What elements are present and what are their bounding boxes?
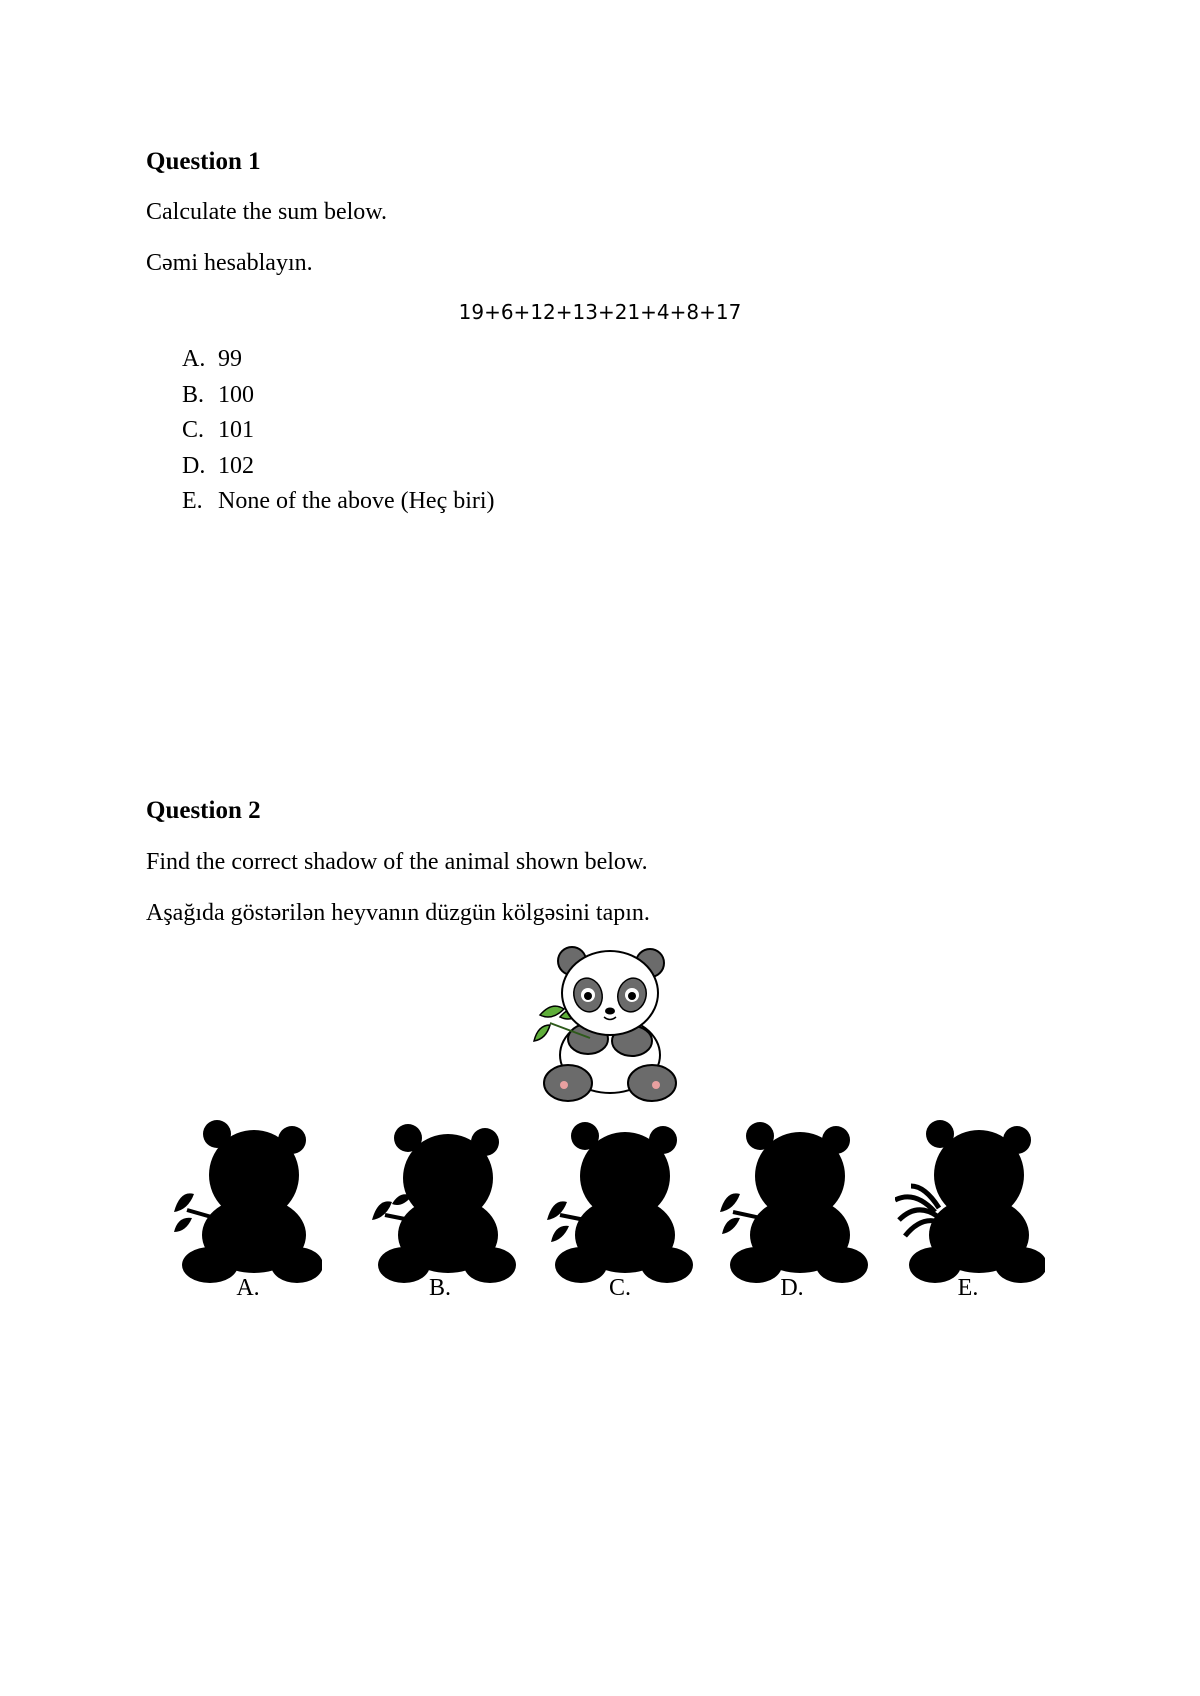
sum-formula: 19+6+12+13+21+4+8+17 [458,300,742,324]
shadow-label-c: C. [608,1275,631,1301]
answer-options [182,346,495,524]
question-1-prompt-en: Calculate the sum below. [146,199,388,225]
shadow-label-d: D. [780,1275,804,1301]
shadow-option-a[interactable] [172,1120,322,1285]
option-e[interactable]: E. None of the above (Heç biri) [182,488,495,514]
question-2-prompt-en: Find the correct shadow of the animal shown below. [146,849,648,875]
option-a[interactable]: A. 99 [182,346,242,372]
shadow-option-e[interactable] [895,1120,1045,1285]
shadow-option-d[interactable] [718,1120,868,1285]
option-d[interactable]: D. 102 [182,452,254,479]
shadow-label-b: B. [428,1275,451,1301]
option-b[interactable]: B. 100 [182,381,254,408]
shadow-label-e: E. [957,1275,979,1301]
question-1-prompt-az: Cəmi hesablayın. [146,250,313,276]
shadow-option-c[interactable] [545,1120,695,1285]
question-1-title: Question 1 [146,148,261,175]
panda-with-bamboo-icon [530,943,680,1103]
shadow-label-a: A. [236,1275,260,1301]
shadow-option-b[interactable] [370,1120,520,1285]
question-2-title: Question 2 [146,797,261,824]
question-2-prompt-az: Aşağıda göstərilən heyvanın düzgün kölgəsini tapın. [146,900,650,926]
option-c[interactable]: C. 101 [182,417,254,443]
